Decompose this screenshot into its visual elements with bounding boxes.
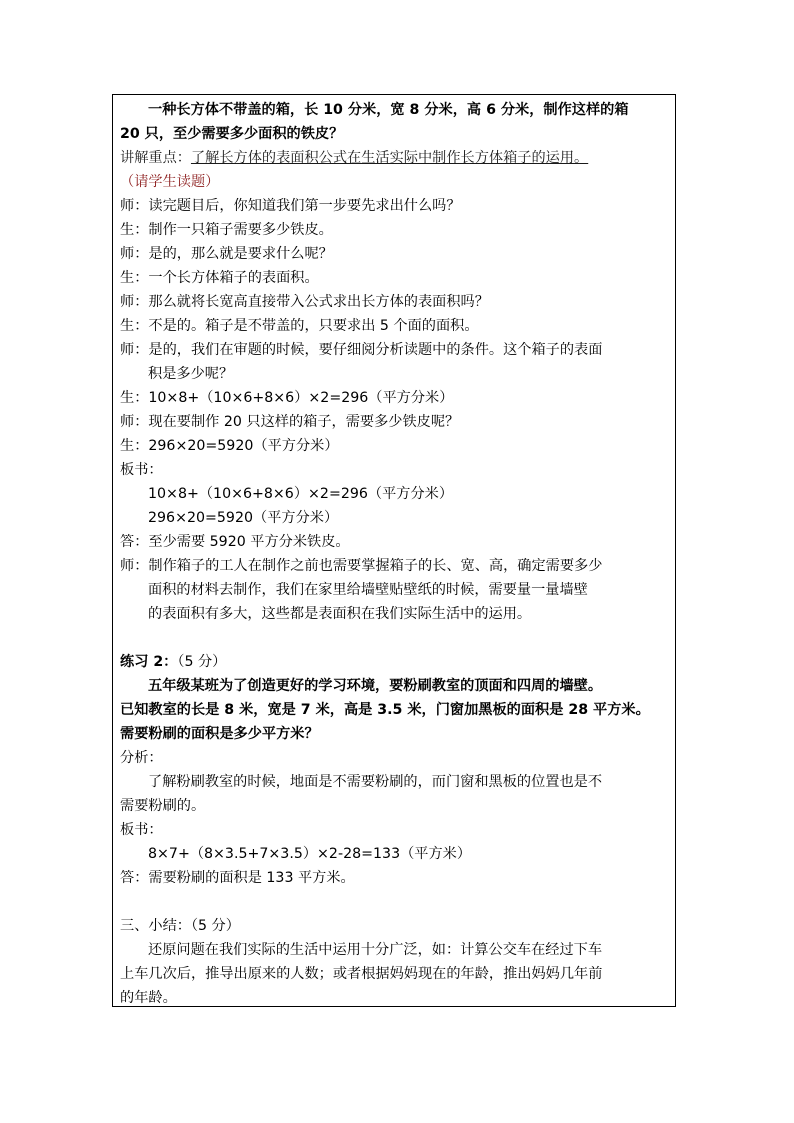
teacher-note-line: 的表面积有多大，这些都是表面积在我们实际生活中的运用。	[148, 606, 532, 622]
exercise2-line: 需要粉刷的面积是多少平方米？	[120, 726, 319, 742]
analysis-line: 了解粉刷教室的时候，地面是不需要粉刷的，而门窗和黑板的位置也是不	[148, 774, 603, 790]
dialog-line: 积是多少呢？	[148, 366, 234, 382]
dialog-line: 生：不是的。箱子是不带盖的，只要求出 5 个面的面积。	[120, 318, 479, 334]
summary-line: 还原问题在我们实际的生活中运用十分广泛，如：计算公交车在经过下车	[148, 942, 603, 958]
exercise2-heading	[120, 652, 226, 672]
summary-title: 三、小结：（5 分）	[120, 918, 240, 934]
keypoint-label: 讲解重点：	[120, 150, 191, 166]
problem1-line: 一种长方体不带盖的箱，长 10 分米，宽 8 分米，高 6 分米，制作这样的箱	[148, 102, 629, 118]
board-label: 板书：	[120, 822, 163, 838]
dialog-line: 师：读完题目后，你知道我们第一步要先求出什么吗？	[120, 198, 461, 214]
prompt-text: （请学生读题）	[120, 174, 220, 190]
board-label: 板书：	[120, 462, 163, 478]
teacher-note-line: 师：制作箱子的工人在制作之前也需要掌握箱子的长、宽、高，确定需要多少	[120, 558, 603, 574]
board-formula: 10×8+（10×6+8×6）×2=296（平方分米）	[148, 486, 454, 502]
exercise2-score: （5 分）	[177, 654, 227, 670]
exercise2-line: 已知教室的长是 8 米，宽是 7 米，高是 3.5 米，门窗加黑板的面积是 28 平方米。	[120, 702, 650, 718]
exercise2-title: 练习 2：	[120, 654, 178, 670]
dialog-line: 生：制作一只箱子需要多少铁皮。	[120, 222, 333, 238]
answer-line: 答：需要粉刷的面积是 133 平方米。	[120, 870, 355, 886]
summary-line: 的年龄。	[120, 990, 177, 1006]
answer-line: 答：至少需要 5920 平方分米铁皮。	[120, 534, 350, 550]
keypoint	[120, 148, 588, 168]
exercise2-line: 五年级某班为了创造更好的学习环境，要粉刷教室的顶面和四周的墙壁。	[148, 678, 603, 694]
dialog-line: 师：那么就将长宽高直接带入公式求出长方体的表面积吗？	[120, 294, 489, 310]
board-formula: 296×20=5920（平方分米）	[148, 510, 339, 526]
analysis-line: 需要粉刷的。	[120, 798, 206, 814]
dialog-line: 生：一个长方体箱子的表面积。	[120, 270, 319, 286]
keypoint-text: 了解长方体的表面积公式在生活实际中制作长方体箱子的运用。	[190, 150, 589, 166]
dialog-line: 师：是的，我们在审题的时候，要仔细阅分析读题中的条件。这个箱子的表面	[120, 342, 603, 358]
analysis-label: 分析：	[120, 750, 163, 766]
dialog-line: 师：现在要制作 20 只这样的箱子，需要多少铁皮呢？	[120, 414, 460, 430]
board-formula: 8×7+（8×3.5+7×3.5）×2-28=133（平方米）	[148, 846, 472, 862]
teacher-note-line: 面积的材料去制作，我们在家里给墙壁贴壁纸的时候，需要量一量墙壁	[148, 582, 588, 598]
dialog-line: 生：10×8+（10×6+8×6）×2=296（平方分米）	[120, 390, 454, 406]
dialog-line: 师：是的，那么就是要求什么呢？	[120, 246, 333, 262]
problem1-line: 20 只，至少需要多少面积的铁皮？	[120, 126, 344, 142]
dialog-line: 生：296×20=5920（平方分米）	[120, 438, 339, 454]
summary-line: 上车几次后，推导出原来的人数；或者根据妈妈现在的年龄，推出妈妈几年前	[120, 966, 603, 982]
